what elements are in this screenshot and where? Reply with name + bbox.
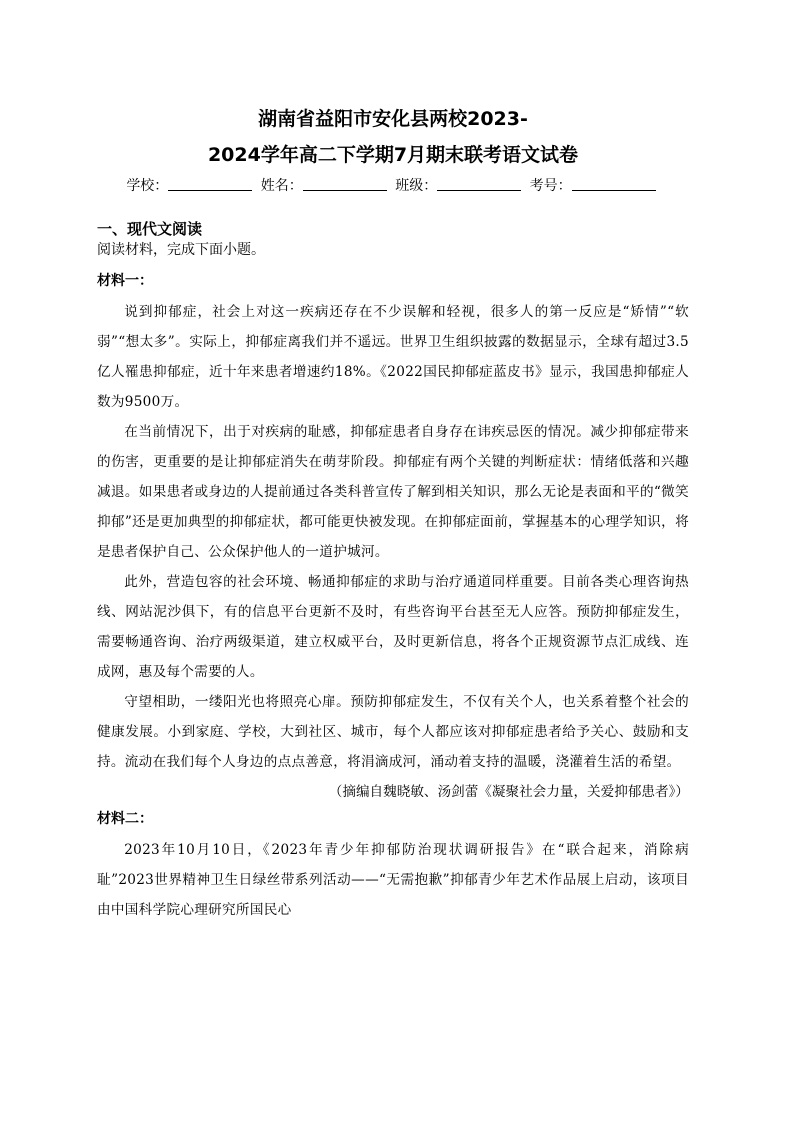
section-heading: 一、现代文阅读 [97,220,203,238]
section-instruction: 阅读材料，完成下面小题。 [97,242,265,258]
exam-number-label: 考号： [529,178,572,194]
class-blank[interactable] [437,176,521,191]
name-label: 姓名： [260,178,303,194]
material-2-label: 材料二： [97,811,153,827]
material-1-paragraph: 说到抑郁症，社会上对这一疾病还存在不少误解和轻视，很多人的第一反应是“矫情”“软弱”“想太多”。实际上，抑郁症离我们并不遥远。世界卫生组织披露的数据显示，全球有超过3.5亿人罹患抑郁症，近十年来患者增速约18%。《2022国民抑郁症蓝皮书》显示，我国患抑郁症人数为9500万。 [97,304,689,410]
exam-title-line-1: 湖南省益阳市安化县两校2023- [258,108,528,130]
material-1-paragraph: 此外，营造包容的社会环境、畅通抑郁症的求助与治疗通道同样重要。目前各类心理咨询热线、网站泥沙俱下，有的信息平台更新不及时，有些咨询平台甚至无人应答。预防抑郁症发生，需要畅通咨询、治疗两级渠道，建立权威平台，及时更新信息，将各个正规资源节点汇成线、连成网，惠及每个需要的人。 [97,574,689,680]
exam-title [97,101,689,173]
school-label: 学校： [126,178,169,194]
material-1-source: （摘编自魏晓敏、汤剑蕾《凝聚社会力量，关爱抑郁患者》） [328,784,689,800]
class-label: 班级： [395,178,438,194]
name-blank[interactable] [303,176,387,191]
material-2-paragraph: 2023年10月10日，《2023年青少年抑郁防治现状调研报告》在“联合起来，消除病耻”2023世界精神卫生日绿丝带系列活动——“无需抱歉”抑郁青少年艺术作品展上启动，该项目由中国科学院心理研究所国民心 [97,842,689,918]
material-1-label: 材料一： [97,273,153,289]
exam-number-blank[interactable] [572,176,656,191]
exam-title-line-2: 2024学年高二下学期7月期末联考语文试卷 [207,144,579,166]
material-1-paragraph: 在当前情况下，出于对疾病的耻感，抑郁症患者自身存在讳疾忌医的情况。减少抑郁症带来的伤害，更重要的是让抑郁症消失在萌芽阶段。抑郁症有两个关键的判断症状：情绪低落和兴趣减退。如果患者或身边的人提前通过各类科普宣传了解到相关知识，那么无论是表面和平的“微笑抑郁”还是更加典型的抑郁症状，都可能更快被发现。在抑郁症面前，掌握基本的心理学知识，将是患者保护自己、公众保护他人的一道护城河。 [97,424,689,560]
student-info-fields [97,175,689,197]
school-blank[interactable] [168,176,252,191]
material-1-paragraph: 守望相助，一缕阳光也将照亮心扉。预防抑郁症发生，不仅有关个人，也关系着整个社会的健康发展。小到家庭、学校，大到社区、城市，每个人都应该对抑郁症患者给予关心、鼓励和支持。流动在我们每个人身边的点点善意，将涓滴成河，涌动着支持的温暖，浇灌着生活的希望。 [97,694,689,770]
